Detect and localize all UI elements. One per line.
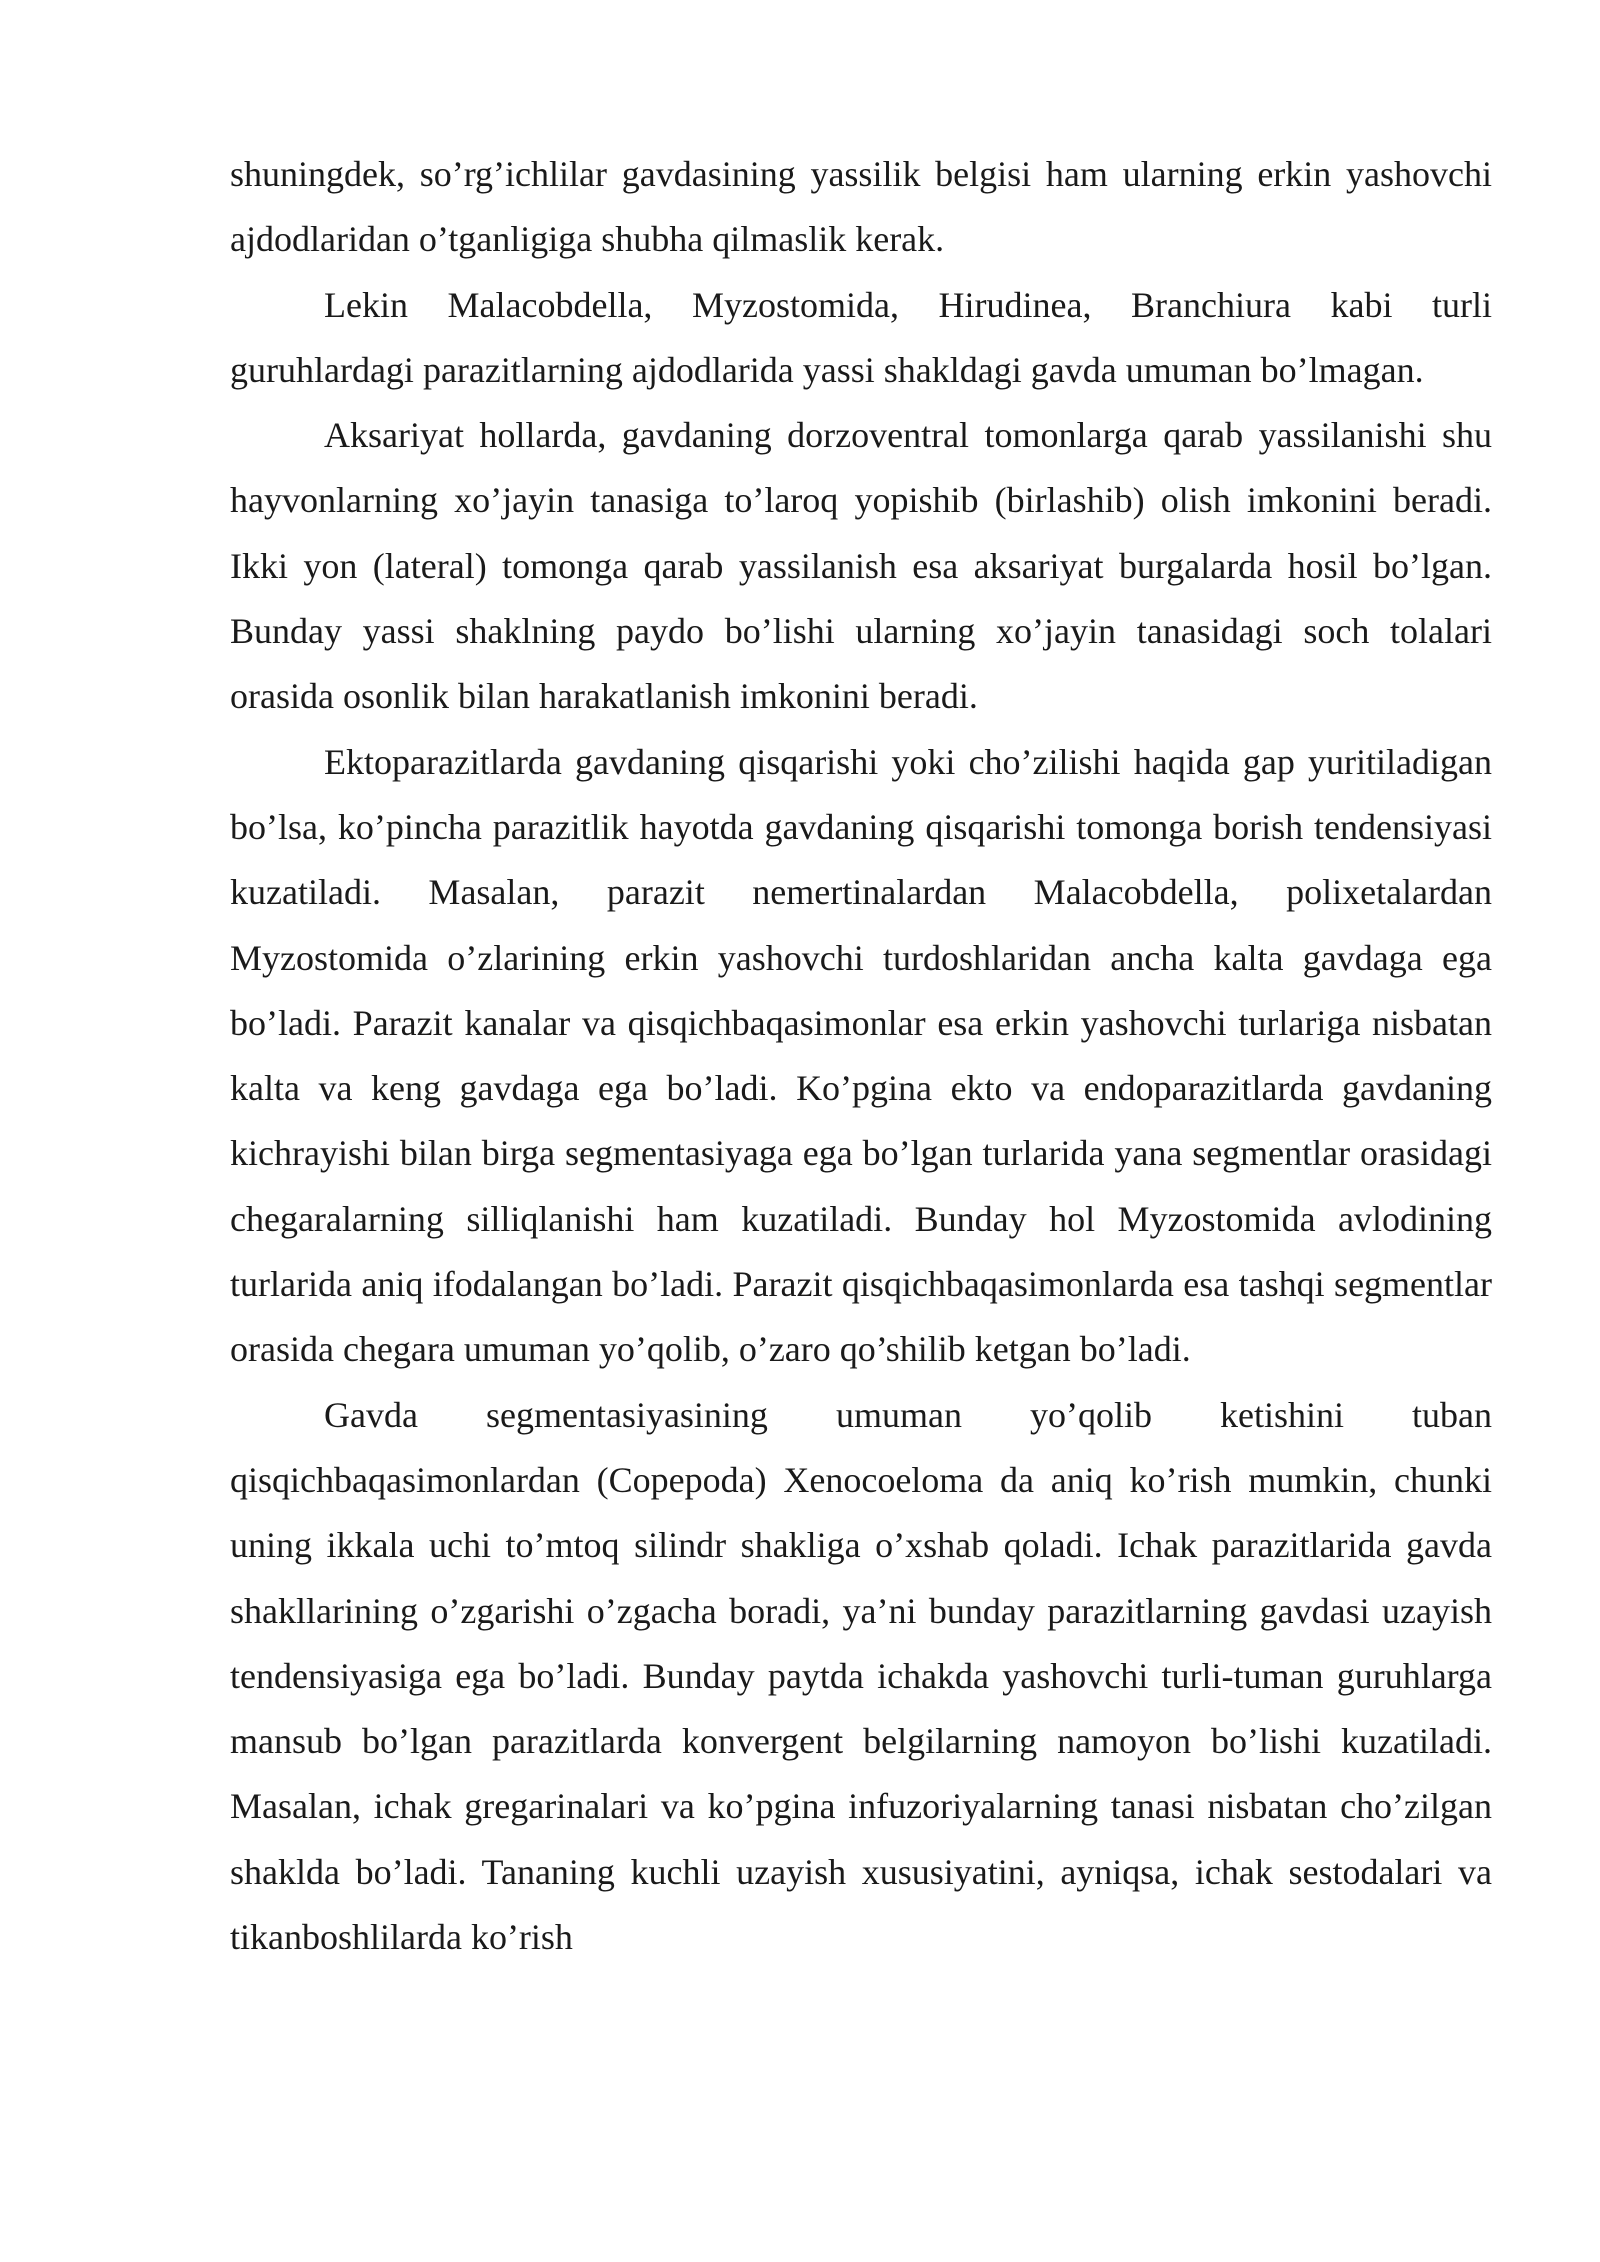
- paragraph-5: Gavda segmentasiyasining umuman yo’qolib ketishini tuban qisqichbaqasimonlardan (Copepoda) Xenocoeloma da aniq ko’rish mumkin, chunki uning ikkala uchi to’mtoq silindr shakliga o’xshab qoladi. Ichak parazitlarida gavda shakllarining o’zgarishi o’zgacha boradi, ya’ni bunday parazitlarning gavdasi uzayish tendensiyasiga ega bo’ladi. Bunday paytda ichakda yashovchi turli-tuman guruhlarga mansub bo’lgan parazitlarda konvergent belgilarning namoyon bo’lishi kuzatiladi. Masalan, ichak gregarinalari va ko’pgina infuzoriyalarning tanasi nisbatan cho’zilgan shaklda bo’ladi. Tananing kuchli uzayish xususiyatini, ayniqsa, ichak sestodalari va tikanboshlilarda ko’rish: [230, 1394, 1492, 1958]
- document-page: [230, 142, 1492, 1970]
- paragraph-4: Ektoparazitlarda gavdaning qisqarishi yoki cho’zilishi haqida gap yuritiladigan bo’lsa, ko’pincha parazitlik hayotda gavdaning qisqarishi tomonga borish tendensiyasi kuzatiladi. Masalan, parazit nemertinalardan Malacobdella, polixetalardan Myzostomida o’zlarining erkin yashovchi turdoshlaridan ancha kalta gavdaga ega bo’ladi. Parazit kanalar va qisqichbaqasimonlar esa erkin yashovchi turlariga nisbatan kalta va keng gavdaga ega bo’ladi. Ko’pgina ekto va endoparazitlarda gavdaning kichrayishi bilan birga segmentasiyaga ega bo’lgan turlarida yana segmentlar orasidagi chegaralarning silliqlanishi ham kuzatiladi. Bunday hol Myzostomida avlodining turlarida aniq ifodalangan bo’ladi. Parazit qisqichbaqasimonlarda esa tashqi segmentlar orasida chegara umuman yo’qolib, o’zaro qo’shilib ketgan bo’ladi.: [230, 741, 1492, 1370]
- paragraph-3: Aksariyat hollarda, gavdaning dorzoventral tomonlarga qarab yassilanishi shu hayvonlarning xo’jayin tanasiga to’laroq yopishib (birlashib) olish imkonini beradi. Ikki yon (lateral) tomonga qarab yassilanish esa aksariyat burgalarda hosil bo’lgan. Bunday yassi shaklning paydo bo’lishi ularning xo’jayin tanasidagi soch tolalari orasida osonlik bilan harakatlanish imkonini beradi.: [230, 415, 1492, 717]
- paragraph-1: shuningdek, so’rg’ichlilar gavdasining yassilik belgisi ham ularning erkin yashovchi ajdodlaridan o’tganligiga shubha qilmaslik kerak.: [230, 154, 1492, 260]
- paragraph-2: Lekin Malacobdella, Myzostomida, Hirudinea, Branchiura kabi turli guruhlardagi parazitlarning ajdodlarida yassi shakldagi gavda umuman bo’lmagan.: [230, 284, 1492, 390]
